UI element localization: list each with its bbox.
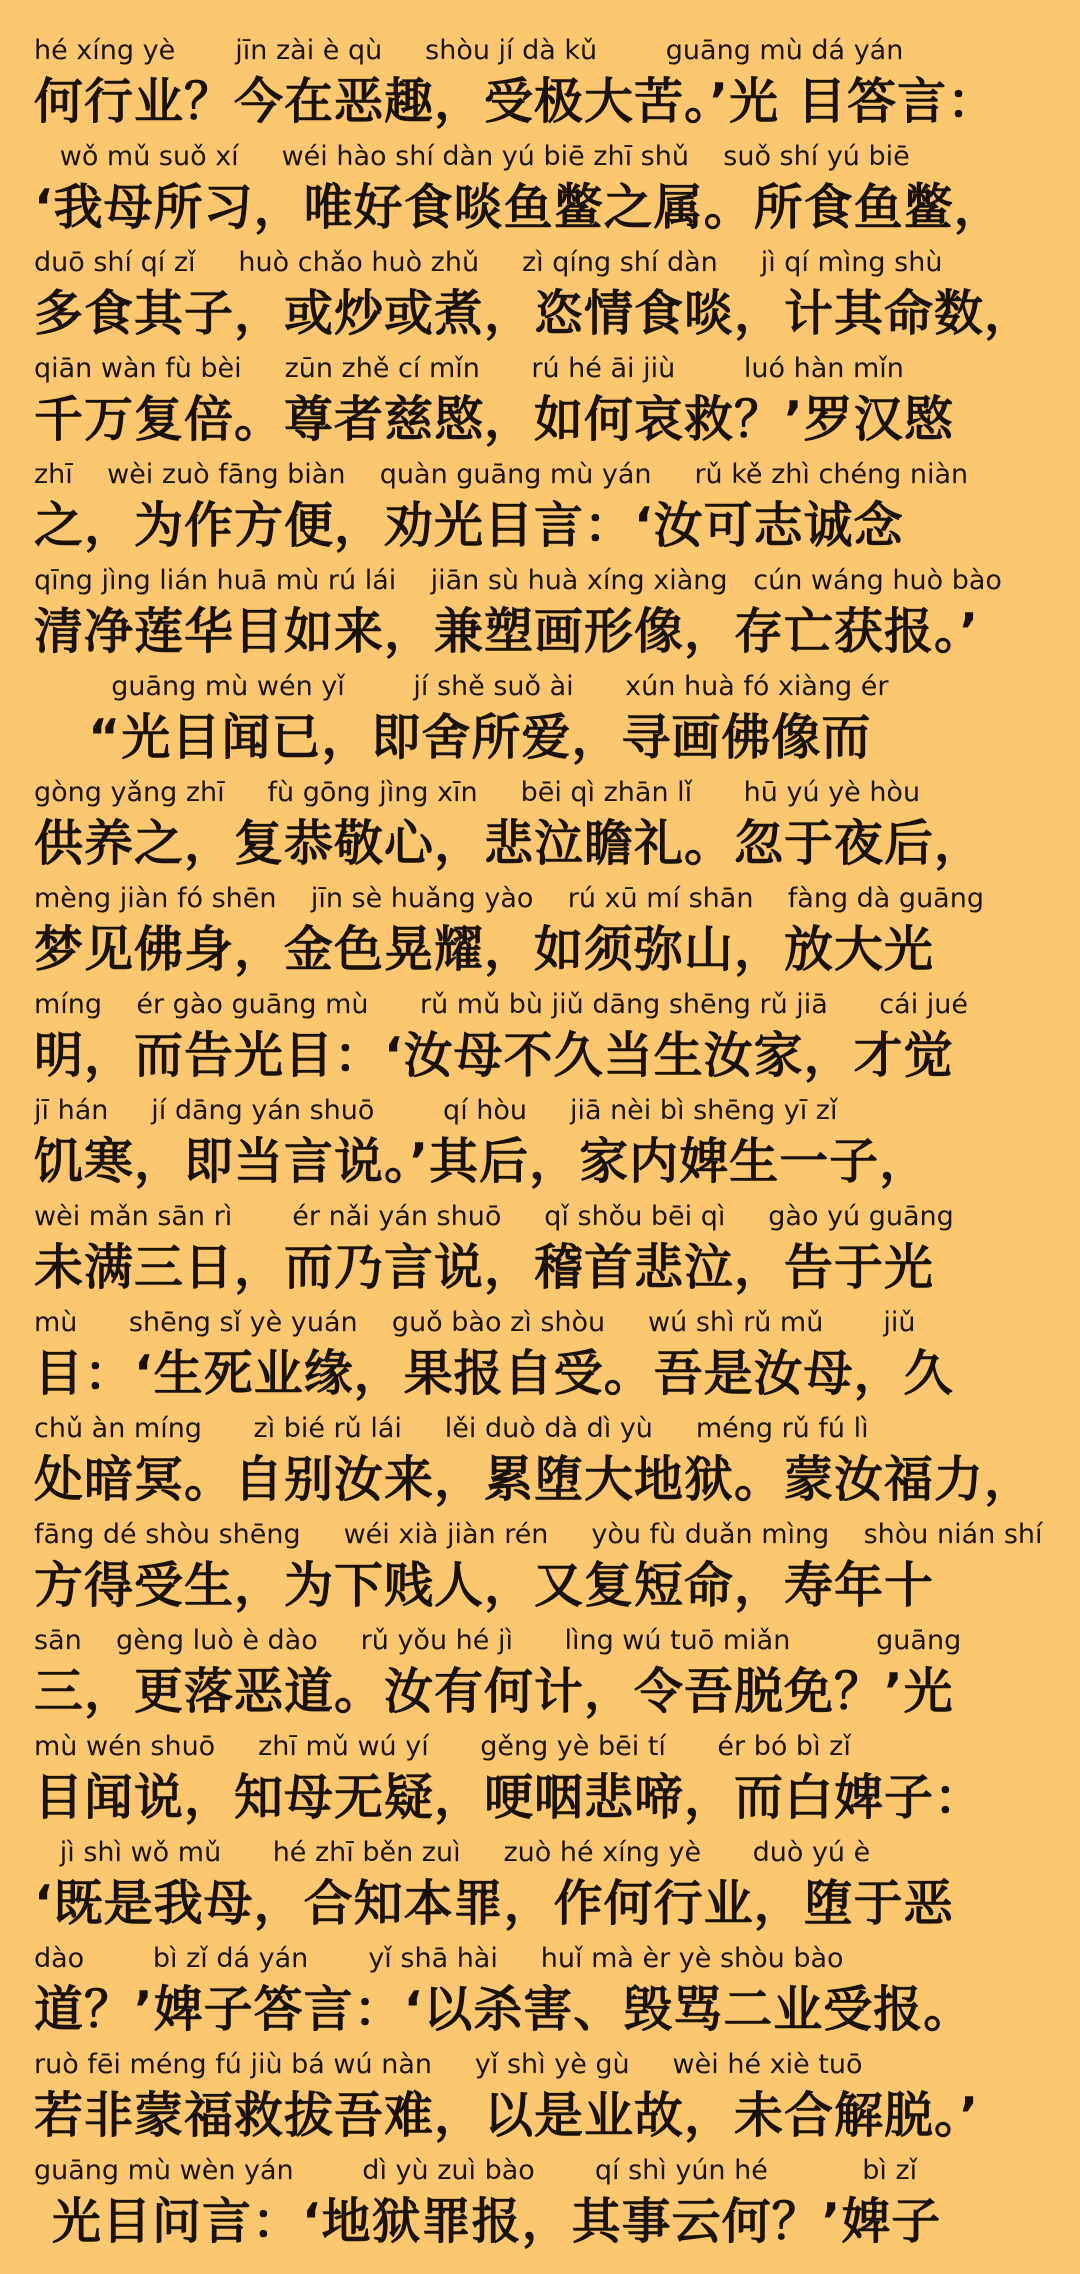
text-line xyxy=(34,1092,1046,1197)
hanzi-line: 处暗冥。自别汝来，累堕大地狱。蒙汝福力， xyxy=(34,1451,1035,1508)
pinyin-line: guāng mù wén yǐ jí shě suǒ ài xún huà fó xiàng ér xyxy=(34,671,889,702)
pinyin-line: qīng jìng lián huā mù rú lái jiān sù huà xíng xiàng cún wáng huò bào xyxy=(34,565,1002,596)
text-line xyxy=(34,880,1046,985)
hanzi-line: 梦见佛身，金色晃耀，如须弥山，放大光 xyxy=(34,921,935,978)
text-line xyxy=(34,1940,1046,2045)
hanzi-line: 目：‘生死业缘，果报自受。吾是汝母，久 xyxy=(34,1345,954,1402)
text-line xyxy=(34,138,1046,243)
pinyin-line: qiān wàn fù bèi zūn zhě cí mǐn rú hé āi jiù luó hàn mǐn xyxy=(34,353,904,384)
pinyin-line: wǒ mǔ suǒ xí wéi hào shí dàn yú biē zhī shǔ suǒ shí yú biē xyxy=(34,141,910,172)
pinyin-line: míng ér gào guāng mù rǔ mǔ bù jiǔ dāng shēng rǔ jiā cái jué xyxy=(34,989,969,1020)
pinyin-line: hé xíng yè jīn zài è qù shòu jí dà kǔ guāng mù dá yán xyxy=(34,35,904,66)
text-line xyxy=(34,1516,1046,1621)
pinyin-line: mèng jiàn fó shēn jīn sè huǎng yào rú xū mí shān fàng dà guāng xyxy=(34,883,984,914)
hanzi-line: 明，而告光目：‘汝母不久当生汝家，才觉 xyxy=(34,1027,954,1084)
pinyin-line: jì shì wǒ mǔ hé zhī běn zuì zuò hé xíng yè duò yú è xyxy=(34,1837,871,1868)
pinyin-line: duō shí qí zǐ huò chǎo huò zhǔ zì qíng shí dàn jì qí mìng shù xyxy=(34,247,943,278)
pinyin-line: guāng mù wèn yán dì yù zuì bào qí shì yún hé bì zǐ xyxy=(34,2155,918,2186)
hanzi-line: 三，更落恶道。汝有何计，令吾脱免？’光 xyxy=(34,1663,954,1720)
text-line xyxy=(34,1834,1046,1939)
pinyin-line: chǔ àn míng zì bié rǔ lái lěi duò dà dì yù méng rǔ fú lì xyxy=(34,1413,869,1444)
hanzi-line: 未满三日，而乃言说，稽首悲泣，告于光 xyxy=(34,1239,935,1296)
hanzi-line: 饥寒，即当言说。’其后，家内婢生一子， xyxy=(34,1133,930,1190)
pinyin-line: zhī wèi zuò fāng biàn quàn guāng mù yán rǔ kě zhì chéng niàn xyxy=(34,459,969,490)
pinyin-line: mù wén shuō zhī mǔ wú yí gěng yè bēi tí ér bó bì zǐ xyxy=(34,1731,851,1762)
text-line xyxy=(34,2152,1046,2257)
text-line xyxy=(34,986,1046,1091)
text-line xyxy=(34,1410,1046,1515)
text-line xyxy=(34,668,1046,773)
text-line xyxy=(34,1198,1046,1303)
hanzi-line: 方得受生，为下贱人，又复短命，寿年十 xyxy=(34,1557,935,1614)
text-line xyxy=(34,1304,1046,1409)
pinyin-line: ruò fēi méng fú jiù bá wú nàn yǐ shì yè gù wèi hé xiè tuō xyxy=(34,2049,863,2080)
hanzi-line: 多食其子，或炒或煮，恣情食啖，计其命数， xyxy=(34,285,1035,342)
hanzi-line: 何行业？今在恶趣，受极大苦。’光 目答言： xyxy=(34,73,998,130)
text-line xyxy=(34,2046,1046,2151)
text-line xyxy=(34,244,1046,349)
hanzi-line: “光目闻已，即舍所爱，寻画佛像而 xyxy=(34,709,872,766)
pinyin-line: mù shēng sǐ yè yuán guǒ bào zì shòu wú shì rǔ mǔ jiǔ xyxy=(34,1307,916,1338)
pinyin-line: sān gèng luò è dào rǔ yǒu hé jì lìng wú tuō miǎn guāng xyxy=(34,1625,962,1656)
pinyin-line: dào bì zǐ dá yán yǐ shā hài huǐ mà èr yè shòu bào xyxy=(34,1943,844,1974)
text-line xyxy=(34,1728,1046,1833)
hanzi-line: 若非蒙福救拔吾难，以是业故，未合解脱。’ xyxy=(34,2087,980,2144)
pinyin-line: jī hán jí dāng yán shuō qí hòu jiā nèi bì shēng yī zǐ xyxy=(34,1095,838,1126)
hanzi-line: 之，为作方便，劝光目言：‘汝可志诚念 xyxy=(34,497,904,554)
hanzi-line: 供养之，复恭敬心，悲泣瞻礼。忽于夜后， xyxy=(34,815,985,872)
pinyin-line: fāng dé shòu shēng wéi xià jiàn rén yòu fù duǎn mìng shòu nián shí xyxy=(34,1519,1043,1550)
text-line xyxy=(34,774,1046,879)
hanzi-line: 光目问言：‘地狱罪报，其事云何？’婢子 xyxy=(34,2193,942,2250)
text-line xyxy=(34,350,1046,455)
pinyin-line: wèi mǎn sān rì ér nǎi yán shuō qǐ shǒu bēi qì gào yú guāng xyxy=(34,1201,954,1232)
hanzi-line: ‘我母所习，唯好食啖鱼鳖之属。所食鱼鳖， xyxy=(34,179,1004,236)
text-line xyxy=(34,456,1046,561)
hanzi-line: 道？’婢子答言：‘以杀害、毁骂二业受报。 xyxy=(34,1981,974,2038)
hanzi-line: 清净莲华目如来，兼塑画形像，存亡获报。’ xyxy=(34,603,980,660)
text-line xyxy=(34,562,1046,667)
hanzi-line: 千万复倍。尊者慈愍，如何哀救？’罗汉愍 xyxy=(34,391,954,448)
hanzi-line: ‘既是我母，合知本罪，作何行业，堕于恶 xyxy=(34,1875,954,1932)
text-line xyxy=(34,1622,1046,1727)
text-line xyxy=(34,32,1046,137)
pinyin-line: gòng yǎng zhī fù gōng jìng xīn bēi qì zhān lǐ hū yú yè hòu xyxy=(34,777,921,808)
hanzi-line: 目闻说，知母无疑，哽咽悲啼，而白婢子： xyxy=(34,1769,985,1826)
